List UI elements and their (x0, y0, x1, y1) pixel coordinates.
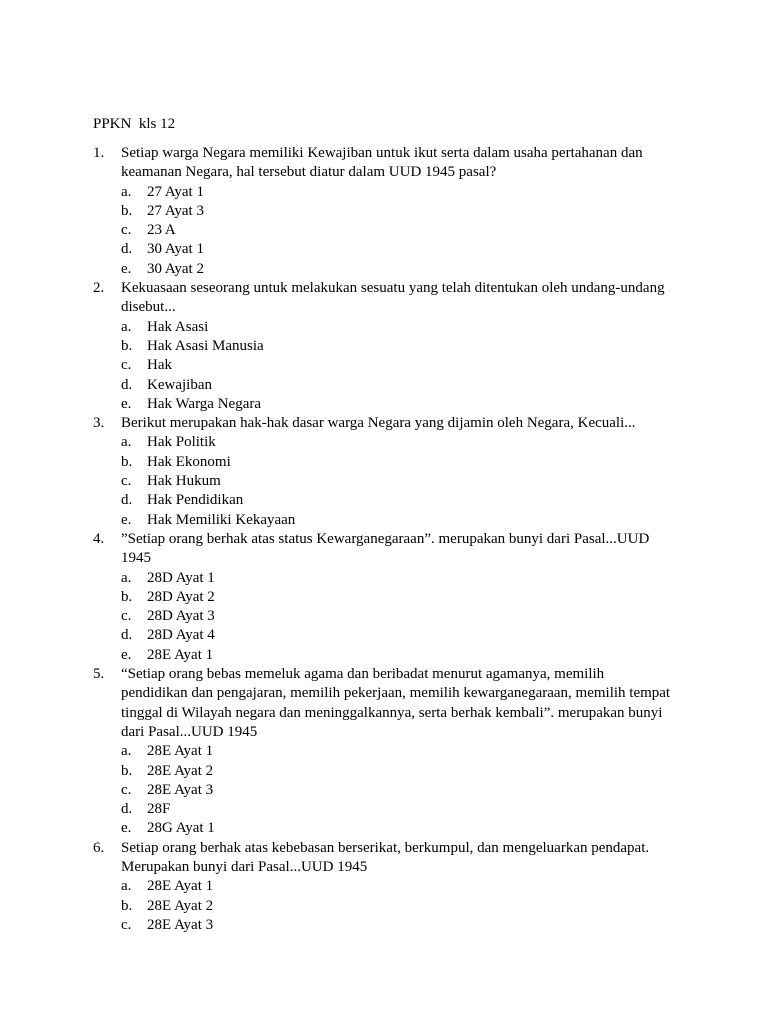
option-letter: d. (121, 627, 133, 644)
question-text: Setiap orang berhak atas kebebasan berserikat, berkumpul, dan mengeluarkan pendapat. Merupakan bunyi dari Pasal...UUD 1945 (121, 839, 650, 875)
option-letter: a. (121, 743, 132, 760)
option-list (121, 742, 673, 838)
question-3 (93, 414, 673, 530)
option-e (121, 646, 673, 665)
option-list (121, 877, 673, 935)
question-5 (93, 665, 673, 839)
question-number: 4. (93, 530, 105, 547)
option-text: 28E Ayat 3 (147, 916, 214, 933)
question-text: Berikut merupakan hak-hak dasar warga Negara yang dijamin oleh Negara, Kecuali... (121, 415, 636, 432)
option-c (121, 781, 673, 800)
option-e (121, 819, 673, 838)
option-letter: e. (121, 820, 132, 837)
option-letter: c. (121, 222, 132, 239)
option-text: 28E Ayat 1 (147, 646, 214, 663)
option-letter: d. (121, 241, 133, 258)
question-6 (93, 839, 673, 935)
option-text: 28E Ayat 3 (147, 781, 214, 798)
option-letter: b. (121, 202, 133, 219)
option-b (121, 337, 673, 356)
option-letter: b. (121, 453, 133, 470)
option-text: 28D Ayat 2 (147, 588, 215, 605)
option-letter: b. (121, 897, 133, 914)
option-list (121, 433, 673, 529)
option-b (121, 588, 673, 607)
option-text: Hak Asasi Manusia (147, 337, 264, 354)
option-a (121, 569, 673, 588)
option-e (121, 511, 673, 530)
option-text: Hak Warga Negara (147, 395, 262, 412)
option-letter: e. (121, 646, 132, 663)
option-c (121, 221, 673, 240)
option-c (121, 356, 673, 375)
question-text: “Setiap orang bebas memeluk agama dan beribadat menurut agamanya, memilih pendidikan dan pengajaran, memilih pekerjaan, memilih kewarganegaraan, memilih tempat tinggal di Wilayah negara dan meninggalkannya, serta berhak kembali”. merupakan bunyi dari Pasal...UUD 1945 (121, 666, 671, 740)
option-letter: c. (121, 916, 132, 933)
option-letter: a. (121, 434, 132, 451)
option-text: 28D Ayat 3 (147, 608, 215, 625)
question-number: 2. (93, 280, 105, 297)
option-letter: b. (121, 762, 133, 779)
option-letter: d. (121, 801, 133, 818)
question-number: 6. (93, 839, 105, 856)
option-text: 28D Ayat 1 (147, 569, 215, 586)
question-4 (93, 530, 673, 665)
option-text: Hak Ekonomi (147, 453, 231, 470)
question-number: 3. (93, 415, 105, 432)
question-list (93, 144, 673, 935)
option-letter: c. (121, 608, 132, 625)
option-d (121, 240, 673, 259)
option-text: 28F (147, 801, 171, 818)
option-b (121, 762, 673, 781)
question-1 (93, 144, 673, 279)
option-text: 28D Ayat 4 (147, 627, 215, 644)
option-text: 28E Ayat 1 (147, 878, 214, 895)
option-text: 30 Ayat 2 (147, 260, 204, 277)
option-letter: a. (121, 183, 132, 200)
option-b (121, 453, 673, 472)
option-text: Hak Politik (147, 434, 216, 451)
option-letter: c. (121, 357, 132, 374)
option-e (121, 260, 673, 279)
option-text: Kewajiban (147, 376, 212, 393)
option-text: 27 Ayat 1 (147, 183, 204, 200)
option-text: 23 A (147, 222, 176, 239)
option-letter: b. (121, 588, 133, 605)
option-letter: e. (121, 395, 132, 412)
option-letter: d. (121, 376, 133, 393)
option-a (121, 433, 673, 452)
question-text: Setiap warga Negara memiliki Kewajiban untuk ikut serta dalam usaha pertahanan dan keamanan Negara, hal tersebut diatur dalam UUD 1945 pasal? (121, 145, 643, 181)
option-d (121, 376, 673, 395)
option-d (121, 626, 673, 645)
option-text: Hak (147, 357, 172, 374)
option-letter: e. (121, 260, 132, 277)
option-b (121, 897, 673, 916)
option-letter: d. (121, 492, 133, 509)
option-text: 28E Ayat 2 (147, 897, 214, 914)
option-letter: a. (121, 569, 132, 586)
option-c (121, 472, 673, 491)
option-d (121, 491, 673, 510)
option-c (121, 607, 673, 626)
option-text: Hak Hukum (147, 473, 221, 490)
option-letter: c. (121, 781, 132, 798)
option-text: 28G Ayat 1 (147, 820, 215, 837)
question-number: 1. (93, 145, 105, 161)
option-text: 28E Ayat 2 (147, 762, 214, 779)
option-letter: e. (121, 511, 132, 528)
option-text: 27 Ayat 3 (147, 202, 204, 219)
option-a (121, 877, 673, 896)
option-text: Hak Memiliki Kekayaan (147, 511, 296, 528)
option-e (121, 395, 673, 414)
option-letter: b. (121, 337, 133, 354)
option-list (121, 183, 673, 279)
question-text: ”Setiap orang berhak atas status Kewarganegaraan”. merupakan bunyi dari Pasal...UUD 1945 (121, 530, 650, 567)
document-title: PPKN kls 12 (93, 116, 176, 132)
option-c (121, 916, 673, 935)
option-text: Hak Asasi (147, 318, 209, 335)
question-number: 5. (93, 666, 105, 683)
option-letter: c. (121, 473, 132, 490)
option-text: 30 Ayat 1 (147, 241, 204, 258)
option-d (121, 800, 673, 819)
question-2 (93, 279, 673, 414)
option-list (121, 318, 673, 414)
option-b (121, 202, 673, 221)
option-text: Hak Pendidikan (147, 492, 244, 509)
option-a (121, 318, 673, 337)
option-letter: a. (121, 318, 132, 335)
option-a (121, 183, 673, 202)
option-a (121, 742, 673, 761)
option-letter: a. (121, 878, 132, 895)
option-list (121, 569, 673, 665)
option-text: 28E Ayat 1 (147, 743, 214, 760)
question-text: Kekuasaan seseorang untuk melakukan sesuatu yang telah ditentukan oleh undang-undang disebut... (121, 280, 665, 316)
